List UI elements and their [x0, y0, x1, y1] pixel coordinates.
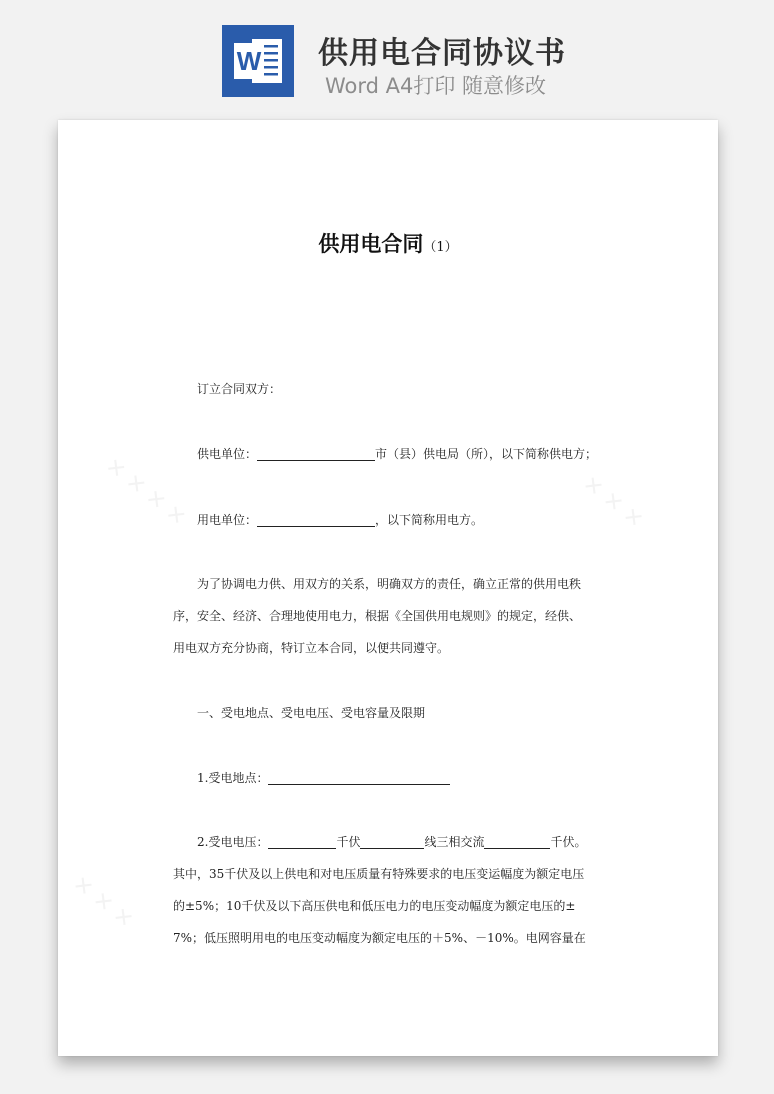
document-title-text: 供用电合同 [318, 232, 424, 256]
item-2-text-2: 其中，35千伏及以上供电和对电压质量有特殊要求的电压变运幅度为额定电压 [173, 867, 585, 881]
item-2-line1 [173, 826, 604, 858]
paragraph-purpose-line2 [173, 600, 604, 632]
purpose-text-1: 为了协调电力供、用双方的关系，明确双方的责任，确立正常的供用电秩 [197, 577, 582, 591]
watermark [68, 871, 138, 933]
purpose-text-3: 用电双方充分协商，特订立本合同，以便共同遵守。 [173, 641, 450, 655]
template-subtitle: Word A4打印 随意修改 [325, 74, 547, 98]
supplier-rest: 市（县）供电局（所），以下简称供电方； [375, 447, 598, 461]
section-heading-1 [173, 697, 604, 729]
section-1-text: 一、受电地点、受电电压、受电容量及限期 [197, 706, 426, 720]
voltage-blank-3[interactable] [484, 834, 550, 849]
item-2-label: 2.受电电压： [197, 835, 269, 849]
paragraph-purpose-line1 [173, 568, 604, 600]
consumer-rest: ，以下简称用电方。 [375, 513, 484, 527]
consumer-blank[interactable] [257, 512, 375, 527]
document-title-number: （1） [423, 240, 458, 255]
word-doc-icon [222, 25, 294, 97]
document-page [58, 120, 718, 1056]
paragraph-consumer [173, 504, 604, 536]
paragraph-purpose-line3 [173, 632, 604, 664]
item-2-text-3: 的±5%；10千伏及以下高压供电和低压电力的电压变动幅度为额定电压的± [173, 899, 576, 913]
item-2-line3 [173, 890, 604, 922]
paragraph-supplier [173, 438, 604, 470]
location-blank[interactable] [268, 770, 450, 785]
item-2-a: 千伏 [336, 835, 361, 849]
purpose-text-2: 序，安全、经济、合理地使用电力，根据《全国供用电规则》的规定，经供、 [173, 609, 582, 623]
supplier-blank[interactable] [257, 446, 375, 461]
item-1-label: 1.受电地点： [197, 771, 269, 785]
paragraph-parties [173, 373, 604, 405]
item-2-text-4: 7%；低压照明用电的电压变动幅度为额定电压的＋5%、－10%。电网容量在 [173, 931, 586, 945]
parties-text: 订立合同双方： [197, 382, 282, 396]
item-1 [173, 762, 604, 794]
template-header [0, 0, 774, 110]
template-title: 供用电合同协议书 [318, 36, 566, 71]
item-2-b: 线三相交流 [424, 835, 485, 849]
item-2-c: 千伏。 [550, 835, 587, 849]
voltage-blank-2[interactable] [360, 834, 424, 849]
consumer-label: 用电单位： [197, 513, 258, 527]
document-title [58, 228, 718, 258]
word-letter: W [236, 46, 262, 76]
supplier-label: 供电单位： [197, 447, 258, 461]
item-2-line4 [173, 922, 604, 954]
item-2-line2 [173, 858, 604, 890]
voltage-blank-1[interactable] [268, 834, 336, 849]
